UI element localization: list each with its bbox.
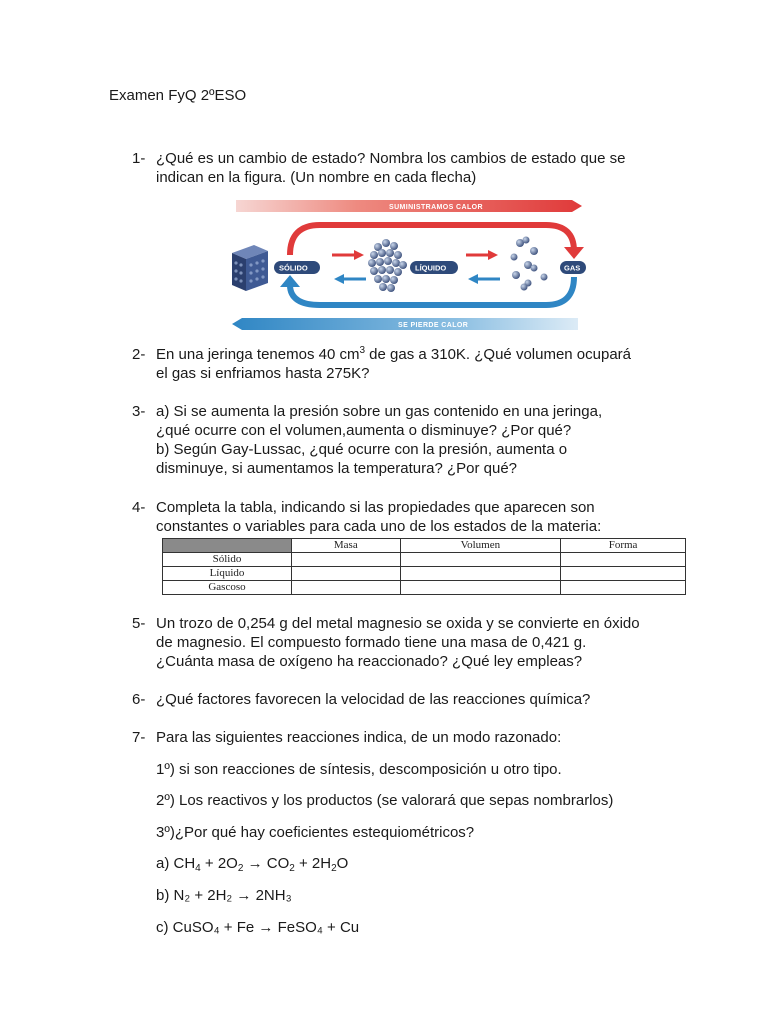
table-cell[interactable] [292,553,401,567]
svg-text:LÍQUIDO: LÍQUIDO [415,263,447,273]
table-header-forma: Forma [561,539,686,553]
question-7-item-3: 3º)¿Por qué hay coeficientes estequiométricos? [156,824,475,841]
states-of-matter-figure [228,193,586,333]
properties-table [162,538,686,595]
row-label-gaseoso: Gascoso [163,581,292,595]
heat-out-loop-arrow [290,277,574,305]
heat-supplied-banner [236,200,582,212]
solid-to-liquid-arrow [332,250,364,260]
table-row [163,581,686,595]
question-2-line-1: En una jeringa tenemos 40 $cm^3$ de gas a 310K. ¿Qué volumen ocupará [156,345,632,363]
table-cell[interactable] [561,567,686,581]
question-number-7: 7- [132,729,146,746]
table-cell[interactable] [561,553,686,567]
question-3-line-4: disminuye, si aumentamos la temperatura? ¿Por qué? [156,460,518,477]
row-label-solido: Sólido [163,553,292,567]
question-7-line-1: Para las siguientes reacciones indica, de un modo razonado: [156,729,562,746]
table-cell[interactable] [400,581,561,595]
heat-supplied-label: SUMINISTRAMOS CALOR [389,204,483,211]
solid-cube-illustration [232,245,268,291]
question-2-line-2: el gas si enfriamos hasta 275K? [156,365,370,382]
liquid-to-gas-arrow [466,250,498,260]
question-1-line-1: ¿Qué es un cambio de estado? Nombra los cambios de estado que se [156,150,626,167]
question-3-line-2: ¿qué ocurre con el volumen,aumenta o disminuye? ¿Por qué? [156,422,572,439]
table-cell[interactable] [292,581,401,595]
heat-lost-label: SE PIERDE CALOR [398,322,469,329]
liquid-to-solid-arrow [334,274,366,284]
reaction-b: b) N₂ + 2H₂ → 2NH₃ [156,887,292,904]
question-5-line-3: ¿Cuánta masa de oxígeno ha reaccionado? ¿Qué ley empleas? [156,653,583,670]
question-6-line-1: ¿Qué factores favorecen la velocidad de las reacciones química? [156,691,591,708]
question-number-3: 3- [132,403,146,420]
gas-particles-illustration [511,237,548,291]
row-label-liquido: Líquido [163,567,292,581]
table-header-volumen: Volumen [400,539,561,553]
question-7-item-2: 2º) Los reactivos y los productos (se valorará que sepas nombrarlos) [156,792,614,809]
question-4-line-2: constantes o variables para cada uno de los estados de la materia: [156,518,602,535]
reaction-a: a) $CH_4 + 2O_2 \to CO_2 + 2H_2O$ [156,855,349,874]
solid-state-label [274,261,320,274]
table-header-masa: Masa [292,539,401,553]
table-row [163,567,686,581]
question-4-line-1: Completa la tabla, indicando si las propiedades que aparecen son [156,499,595,516]
question-number-6: 6- [132,691,146,708]
heat-lost-banner [232,318,578,330]
table-corner-cell [163,539,292,553]
table-row [163,553,686,567]
table-cell[interactable] [400,553,561,567]
question-3-line-3: b) Según Gay-Lussac, ¿qué ocurre con la presión, aumenta o [156,441,568,458]
svg-text:SÓLIDO: SÓLIDO [279,263,308,273]
table-header-row [163,539,686,553]
liquid-particles-illustration [368,239,407,292]
liquid-state-label [410,261,458,274]
question-7-item-1: 1º) si son reacciones de síntesis, descomposición u otro tipo. [156,761,562,778]
question-number-1: 1- [132,150,146,167]
question-number-5: 5- [132,615,146,632]
question-number-4: 4- [132,499,146,516]
gas-state-label [560,261,586,274]
question-5-line-2: de magnesio. El compuesto formado tiene una masa de 0,421 g. [156,634,587,651]
reaction-c: c) CuSO₄ + Fe → FeSO₄ + Cu [156,919,360,936]
exam-title: Examen FyQ 2ºESO [109,87,247,104]
question-1-line-2: indican en la figura. (Un nombre en cada flecha) [156,169,477,186]
question-5-line-1: Un trozo de 0,254 g del metal magnesio se oxida y se convierte en óxido [156,615,640,632]
table-cell[interactable] [292,567,401,581]
table-cell[interactable] [561,581,686,595]
question-number-2: 2- [132,346,146,363]
svg-text:GAS: GAS [564,263,581,273]
gas-to-liquid-arrow [468,274,500,284]
table-cell[interactable] [400,567,561,581]
question-3-line-1: a) Si se aumenta la presión sobre un gas contenido en una jeringa, [156,403,603,420]
